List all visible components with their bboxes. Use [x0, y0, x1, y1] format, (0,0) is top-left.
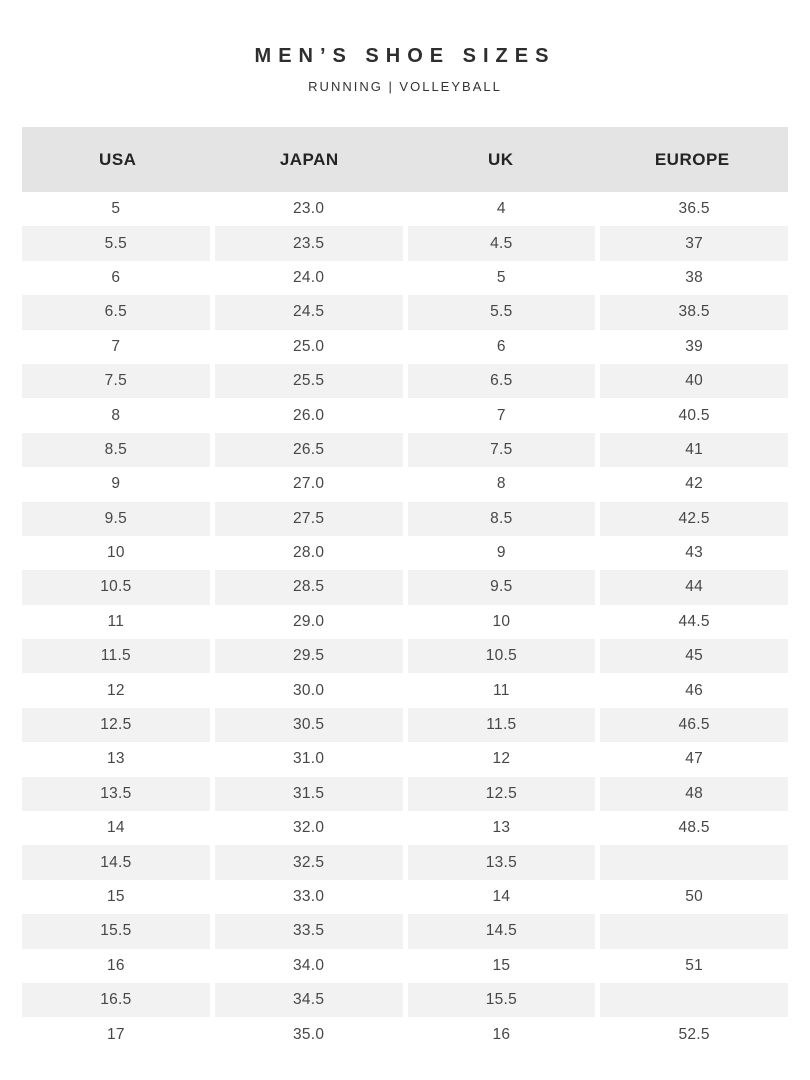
cell: 13: [492, 819, 511, 837]
page-title: MEN’S SHOE SIZES: [254, 45, 556, 67]
cell: 10.5: [22, 570, 210, 604]
cell: 11: [107, 612, 125, 630]
cell: 10.5: [408, 639, 596, 673]
cell: 51: [685, 956, 704, 974]
cell: 5: [111, 200, 121, 218]
cell: 12: [492, 750, 511, 768]
cell: 48: [600, 777, 788, 811]
cell: 10: [106, 544, 125, 562]
table-row: [22, 536, 788, 570]
cell: 34.0: [292, 956, 325, 974]
column-header: EUROPE: [654, 149, 730, 169]
size-conversion-table: [22, 127, 788, 1052]
cell: 23.5: [215, 226, 403, 260]
cell: 6: [111, 268, 121, 286]
cell: 6.5: [408, 364, 596, 398]
cell: 7.5: [408, 433, 596, 467]
table-row: [22, 949, 788, 983]
cell: 40: [600, 364, 788, 398]
cell: 9.5: [408, 570, 596, 604]
cell: 5.5: [22, 226, 210, 260]
cell: 8: [111, 406, 121, 424]
cell: 36.5: [678, 200, 710, 218]
cell: 12: [106, 681, 125, 699]
cell: 16.5: [22, 983, 210, 1017]
cell: 25.0: [292, 337, 325, 355]
table-row: [22, 330, 788, 364]
table-row: [22, 433, 788, 467]
table-row: [22, 467, 788, 501]
cell: 28.0: [292, 544, 325, 562]
table-row: [22, 1017, 788, 1051]
table-row: [22, 811, 788, 845]
cell: 27.0: [292, 475, 325, 493]
table-row: [22, 845, 788, 879]
cell: 4.5: [408, 226, 596, 260]
table-row: [22, 742, 788, 776]
cell: 15: [106, 888, 125, 905]
cell: 8.5: [408, 502, 596, 536]
cell: 42.5: [600, 502, 788, 536]
cell: 12.5: [408, 777, 596, 811]
cell: 29.5: [215, 639, 403, 673]
cell: 9: [496, 544, 506, 562]
table-row: [22, 708, 788, 742]
table-row: [22, 261, 788, 295]
cell: 27.5: [215, 502, 403, 536]
cell: 7: [496, 406, 506, 424]
cell: 26.0: [292, 406, 325, 424]
cell: 25.5: [215, 364, 403, 398]
cell: 32.0: [292, 819, 325, 837]
table-row: [22, 673, 788, 707]
cell: 13.5: [22, 777, 210, 811]
table-row: [22, 398, 788, 432]
column-header: USA: [99, 149, 137, 169]
cell: [600, 845, 788, 879]
table-row: [22, 605, 788, 639]
cell: 31.0: [292, 750, 325, 768]
cell: 17: [106, 1025, 125, 1043]
cell: 15: [492, 956, 511, 974]
column-header: UK: [487, 149, 514, 169]
cell: 30.0: [292, 681, 325, 699]
table-row: [22, 192, 788, 226]
cell: 9: [111, 475, 121, 493]
cell: 46: [685, 681, 704, 699]
table-row: [22, 914, 788, 948]
cell: 7: [111, 337, 121, 355]
cell: 40.5: [678, 406, 710, 424]
cell: [600, 914, 788, 948]
cell: 44: [600, 570, 788, 604]
cell: 14.5: [22, 845, 210, 879]
cell: 34.5: [215, 983, 403, 1017]
cell: 35.0: [292, 1025, 325, 1043]
cell: 14: [492, 888, 511, 905]
table-body: [22, 192, 788, 1052]
cell: 41: [600, 433, 788, 467]
cell: 38.5: [600, 295, 788, 329]
cell: 33.5: [215, 914, 403, 948]
cell: 23.0: [292, 200, 325, 218]
cell: 6.5: [22, 295, 210, 329]
table-row: [22, 777, 788, 811]
cell: 16: [106, 956, 125, 974]
table-header-row: [22, 127, 788, 192]
cell: 26.5: [215, 433, 403, 467]
cell: 14: [106, 819, 125, 837]
cell: 44.5: [678, 612, 710, 630]
cell: 31.5: [215, 777, 403, 811]
cell: 12.5: [22, 708, 210, 742]
cell: 11.5: [22, 639, 210, 673]
cell: 15.5: [22, 914, 210, 948]
cell: 14.5: [408, 914, 596, 948]
cell: 7.5: [22, 364, 210, 398]
table-row: [22, 880, 788, 914]
cell: 30.5: [215, 708, 403, 742]
cell: 5.5: [408, 295, 596, 329]
page-subtitle: RUNNING | VOLLEYBALL: [308, 79, 502, 94]
cell: 52.5: [678, 1025, 710, 1043]
cell: 8: [496, 475, 506, 493]
cell: 24.5: [215, 295, 403, 329]
cell: 29.0: [292, 612, 325, 630]
table-row: [22, 295, 788, 329]
column-header: JAPAN: [279, 149, 339, 169]
cell: 11: [493, 681, 510, 699]
table-row: [22, 226, 788, 260]
cell: 4: [496, 200, 506, 218]
cell: 42: [685, 475, 704, 493]
cell: [600, 983, 788, 1017]
table-row: [22, 502, 788, 536]
cell: 45: [600, 639, 788, 673]
cell: 24.0: [292, 268, 325, 286]
table-row: [22, 570, 788, 604]
cell: 32.5: [215, 845, 403, 879]
cell: 16: [492, 1025, 511, 1043]
cell: 43: [685, 544, 704, 562]
cell: 10: [492, 612, 511, 630]
table-row: [22, 364, 788, 398]
cell: 47: [685, 750, 704, 768]
cell: 48.5: [678, 819, 710, 837]
cell: 11.5: [408, 708, 596, 742]
cell: 37: [600, 226, 788, 260]
table-row: [22, 983, 788, 1017]
cell: 13.5: [408, 845, 596, 879]
cell: 33.0: [292, 888, 325, 905]
cell: 39: [685, 337, 704, 355]
cell: 5: [496, 268, 506, 286]
table-row: [22, 639, 788, 673]
cell: 28.5: [215, 570, 403, 604]
cell: 8.5: [22, 433, 210, 467]
cell: 9.5: [22, 502, 210, 536]
cell: 15.5: [408, 983, 596, 1017]
cell: 6: [496, 337, 506, 355]
cell: 50: [685, 888, 704, 905]
cell: 13: [106, 750, 125, 768]
cell: 46.5: [600, 708, 788, 742]
cell: 38: [685, 268, 704, 286]
